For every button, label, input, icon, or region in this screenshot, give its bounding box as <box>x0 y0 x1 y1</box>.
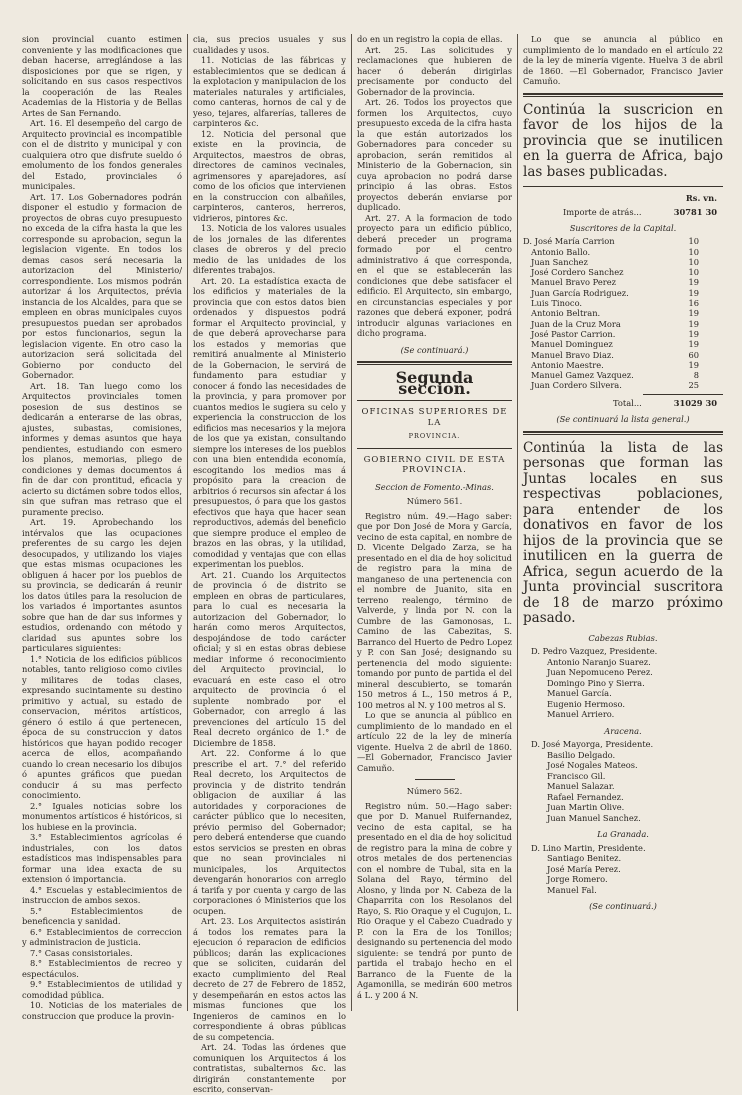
donor-name: Manuel Dominguez <box>531 339 613 350</box>
notice-number: Número 562. <box>406 786 463 796</box>
divider <box>357 448 512 449</box>
member-name: Manuel Salazar. <box>547 781 615 792</box>
paragraph: Registro núm. 49.—Hago saber: que por Don José de Mora y García, vecino de esta capital, en nombre de D. Vicente Delgado Zarza, se ha presentado en el dia de hoy solicitud de registro para la mina de manganeso de una pertenencia con el nombre de Juanito, sita en terreno realengo, término de Valverde, y linda por N. con la Cumbre de las Gamonosas, L. Camino de las Cabezitas, S. Barranco del Huerto de Pedro Lopez y P. con San José; designando su pertenencia del modo siguiente: tomando por punto de partida el del mineral descubierto, se tomarán 150 metros á L., 150 metros á P., 100 metros al N. y 100 metros al S. <box>357 510 512 710</box>
town-heading: La Granada. <box>597 829 649 840</box>
paragraph: 10. Noticias de los materiales de construccion que produce la provin- <box>22 1000 182 1021</box>
donor-row <box>523 247 723 257</box>
paragraph: do en un registro la copia de ellas. <box>357 34 503 44</box>
member-name: Manuel Fal. <box>547 884 597 895</box>
donor-name: Manuel Gamez Vazquez. <box>531 370 634 381</box>
donor-amount: 19 <box>688 359 699 370</box>
donor-name: Juan García Rodriguez. <box>531 287 629 298</box>
donor-amount: 60 <box>688 349 699 360</box>
member-name: Francisco Gil. <box>547 770 606 781</box>
town-heading: Aracena. <box>604 725 642 736</box>
notice-number: Número 561. <box>406 496 463 506</box>
donor-row <box>523 298 723 308</box>
divider <box>523 93 723 97</box>
column-4 <box>523 34 723 1015</box>
headline: Continúa la lista de las personas que forman las Juntas locales en sus respectivas poblaciones, para entender de los donativos en favor de los hijos de la provincia que se inutilicen en la guerra de Africa, segun acuerdo de la Junta provincial suscritora de 18 de marzo próximo pasado. <box>523 439 723 627</box>
member-name: Rafael Fernandez. <box>547 791 624 802</box>
member-name: Juan Martin Olive. <box>547 802 625 813</box>
member-name: José María Perez. <box>547 863 621 874</box>
divider <box>357 361 512 365</box>
paragraph: Art. 25. Las solicitudes y reclamaciones que hubieren de hacer ó deberán dirigirlas precisamente por conducto del Gobernador de la provincia. <box>357 44 512 97</box>
donor-row <box>523 288 723 298</box>
junta-groups <box>523 633 723 896</box>
donor-name: Juan Sanchez <box>531 256 588 267</box>
donor-row <box>523 257 723 267</box>
donor-list <box>523 236 723 390</box>
divider <box>357 400 512 401</box>
column-rule <box>517 34 518 1011</box>
importe-value: 30781 30 <box>673 206 717 217</box>
office-subtitle: PROVINCIA. <box>408 432 461 440</box>
donor-row <box>523 308 723 318</box>
member-name: Basilio Delgado. <box>547 749 616 760</box>
member-name: José Nogales Mateos. <box>547 760 638 771</box>
paragraph: Art. 27. A la formacion de todo proyecto para un edificio público, deberá preceder un programa formado por el centro administrativo á que corresponda, en el que se establecerán las condiciones que debe satisfacer el edificio. El Arquitecto, sin embargo, en circunstancias especiales y por razones que deberá exponer, podrá introducir algunas variaciones en dicho programa. <box>357 212 512 338</box>
divider <box>523 431 723 435</box>
donor-amount: 25 <box>688 380 699 391</box>
divider <box>523 186 723 187</box>
donor-row <box>523 339 723 349</box>
member-list <box>523 739 723 823</box>
currency-header: Rs. vn. <box>685 193 717 203</box>
donor-name: Antonio Beltran. <box>531 308 601 319</box>
continued-note: (Se continuará.) <box>400 344 469 355</box>
member-name: Eugenio Hermoso. <box>547 698 625 709</box>
paragraph: 2.° Iguales noticias sobre los monumentos artísticos é históricos, si los hubiese en la provincia. <box>22 800 182 832</box>
donor-amount: 19 <box>688 328 699 339</box>
member-name: Manuel Arriero. <box>547 709 615 720</box>
member-name: Santiago Benitez. <box>547 853 622 864</box>
office-title: OFICINAS SUPERIORES DE LA <box>361 407 508 428</box>
paragraph: 9.° Establecimientos de utilidad y comodidad pública. <box>22 979 182 1000</box>
column-1 <box>22 34 182 1021</box>
donor-amount: 19 <box>688 277 699 288</box>
member-name: Antonio Naranjo Suarez. <box>547 656 651 667</box>
town-heading: Cabezas Rubias. <box>588 632 658 643</box>
column-rule <box>351 34 352 1011</box>
importe-label: Importe de atrás... <box>563 206 642 217</box>
member-list <box>523 843 723 896</box>
member-name: D. Lino Martin, Presidente. <box>531 842 646 853</box>
paragraph: 8.° Establecimientos de recreo y espectáculos. <box>22 958 182 979</box>
donor-name: D. José María Carrion <box>523 236 615 247</box>
total-row <box>523 398 723 408</box>
donor-amount: 10 <box>688 236 699 247</box>
member-name: Jorge Romero. <box>547 874 608 885</box>
paragraph: 12. Noticia del personal que existe en la provincia, de Arquitectos, maestros de obras, directores de caminos vecinales, agrimensores y aparejadores, así como de los oficios que intervienen en la construccion con albañiles, carpinteros, canteros, herreros, vidrieros, pintores &c. <box>193 128 346 223</box>
continued-note: (Se continuará.) <box>589 901 657 912</box>
donor-name: José Cordero Sanchez <box>531 267 624 278</box>
paragraph: Art. 23. Los Arquitectos asistirán á todos los remates para la ejecucion ó reparacion de edificios públicos; darán las explicaciones que se soliciten, cuidarán del exacto cumplimiento del Real decreto de 27 de Febrero de 1852, y desempeñarán en estos actos las mismas funciones que los Ingenieros de caminos en lo correspondiente á obras públicas de su competencia. <box>193 916 346 1042</box>
paragraph: Art. 20. La estadística exacta de los edificios y materiales de la provincia que con estos datos bien ordenados y dispuestos podrá formar el Arquitecto provincial, y de que deberá aprovecharse para los estados y memorias que remitirá anualmente al Ministerio de la Gobernacion, le servirá de fundamento para estudiar y conocer á fondo las necesidades de la provincia, y para promover por cuantos medios le sugiera su celo y experiencia la construccion de los edificios mas necesarios y la mejora de los que ya existan, consultando siempre los intereses de los pueblos con una bien entendida economía, escogitando los medios mas á propósito para la creacion de arbitrios ó recursos sin afectar á los presupuestos, ó para que los gastos efectivos que haya que hacer sean reproductivos, además del beneficio que siempre produce el empleo de brazos en las obras, y la utilidad, comodidad y ventajas que con ellas experimentan los pueblos. <box>193 275 346 569</box>
donor-row <box>523 350 723 360</box>
donor-row <box>523 380 723 390</box>
donor-row <box>523 267 723 277</box>
paragraph: Art. 17. Los Gobernadores podrán disponer el estudio y formacion de proyectos de obras cuyo presupuesto no exceda de la cifra hasta la que les corresponde su aprobacion, segun la legislacion vigente. En todos los demas casos será necesaria la autorizacion del Ministerio/ correspondiente. Los mismos podrán autorizar á los Arquitectos, prévia instancia de los Alcaldes, para que se empleen en obras municipales cuyos presupuestos puedan ser aprobados por estos funcionarios, segun la legislacion vigente. En otro caso la autorizacion será solicitada del Gobierno por conducto del Gobernador. <box>22 191 182 380</box>
divider <box>643 394 723 395</box>
column-2 <box>193 34 346 1094</box>
member-name: D. José Mayorga, Presidente. <box>531 739 654 750</box>
member-name: Juan Manuel Sanchez. <box>547 812 641 823</box>
importe-row <box>523 207 723 217</box>
paragraph: Art. 24. Todas las órdenes que comuniquen los Arquitectos á los contratistas, subalternos &c. las dirigirán constantemente por escrito, conservan- <box>193 1042 346 1094</box>
paragraph: Registro núm. 50.—Hago saber: que por D. Manuel Ruifernandez, vecino de esta capital, se ha presentado en el dia de hoy solicitud de registro para la mina de cobre y otros metales de dos pertenencias con el nombre de Tubal, sita en la Solana del Rayo, término del Alosno, y linda por N. Cabeza de la Chaparrita con los Resolanos del Rayo, S. Rio Oraque y el Cugujon, L. Rio Oraque y el Cabezo Cuadrado y P. con la Era de los Tonillos; designando su pertenencia del modo siguiente: se tendrá por punto de partida el trabajo hecho en el Barranco de la Fuente de la Agamonilla, se medirán 600 metros á L. y 200 á N. <box>357 800 512 1000</box>
donor-name: Antonio Maestre. <box>531 359 604 370</box>
divider <box>415 779 455 780</box>
donor-amount: 19 <box>688 318 699 329</box>
paragraph: sion provincial cuanto estimen conveniente y las modificaciones que deban hacerse, arreglándose a las disposiciones por que se rigen, y solicitando en sus casos respectivos la cooperación de las Reales Academias de la Historia y de Bellas Artes de San Fernando. <box>22 34 182 118</box>
donor-name: José Pastor Carrion. <box>531 328 616 339</box>
donor-row <box>523 277 723 287</box>
member-name: Domingo Pino y Sierra. <box>547 677 645 688</box>
paragraph: 1.° Noticia de los edificios públicos notables, tanto religioso como civiles y militares de todas clases, expresando sucintamente su destino primitivo y actual, su estado de conservacion, méritos artísticos, género ó estilo á que pertenecen, época de su construccion y datos históricos que hayan podido recoger acerca de ellos, acompañando cuando lo crean necesario los dibujos ó apuntes gráficos que puedan conducir á su mas perfecto conocimiento. <box>22 653 182 800</box>
member-name: Juan Nepomuceno Perez. <box>547 667 653 678</box>
member-list <box>523 646 723 720</box>
donor-name: Manuel Bravo Perez <box>531 277 617 288</box>
paragraph: 13. Noticia de los valores usuales de los jornales de las diferentes clases de obreros y del precio medio de las unidades de los diferentes trabajos. <box>193 223 346 275</box>
paragraph: 11. Noticias de las fábricas y establecimientos que se dedican á la explotacion y manipulacion de los materiales naturales y artificiales, como canteras, hornos de cal y de yeso, tejares, alfarerías, talleres de carpinteros &c. <box>193 55 346 128</box>
paragraph: 7.° Casas consistoriales. <box>30 947 133 958</box>
paragraph: Art. 26. Todos los proyectos que formen los Arquitectos, cuyo presupuesto exceda de la cifra hasta la que están autorizados los Gobernadores para conceder su aprobacion, serán remitidos al Ministerio de la Gobernacion, sin cuya aprobacion no podrá darse principio á las obras. Estos proyectos deberán enviarse por duplicado. <box>357 97 512 212</box>
donor-name: Antonio Ballo. <box>531 246 591 257</box>
donor-amount: 19 <box>688 287 699 298</box>
paragraph: 3.° Establecimientos agrícolas é industriales, con los datos estadísticos mas indispensables para formar una idea exacta de su extension ó importancia. <box>22 832 182 884</box>
section-title: Segunda seccion. <box>395 368 474 398</box>
donor-row <box>523 360 723 370</box>
donor-amount: 19 <box>688 339 699 350</box>
headline: Continúa la suscricion en favor de los hijos de la provincia que se inutilicen en la guerra de Africa, bajo las bases publicadas. <box>523 101 723 180</box>
paragraph: Lo que se anuncia al público en cumplimiento de lo mandado en el artículo 22 de la ley de minería vigente. Huelva 3 de abril de 1860. —El Gobernador, Francisco Javier Camuño. <box>523 34 723 86</box>
donor-amount: 16 <box>688 298 699 309</box>
section-subtitle: Seccion de Fomento.-Minas. <box>375 481 494 492</box>
paragraph: Art. 18. Tan luego como los Arquitectos provinciales tomen posesion de sus destinos se dedicarán a enterarse de las obras, ajustes, subastas, comisiones, informes y demas asuntos que haya pendientes, estudiando con esmero los planos, memorias, pliego de condiciones y demas documentos á fin de dar con prontitud, eficacia y acierto su dictámen sobre todos ellos, sin que sufran mas retraso que el puramente preciso. <box>22 380 182 517</box>
paragraph: Art. 22. Conforme á lo que prescribe el art. 7.° del referido Real decreto, los Arquitectos de provincia y de distrito tendrán obligacion de auxiliar á las autoridades y corporaciones de carácter público que lo necesiten, prévio permiso del Gobernador; pero deberá entenderse que cuando estos servicios se presten en obras que no sean provinciales ni municipales, los Arquitectos devengarán honorarios con arreglo á tarifa y por cuenta y cargo de las corporaciones ó Ministerios que los ocupen. <box>193 748 346 916</box>
donor-amount: 8 <box>693 370 699 381</box>
subscribers-heading: Suscritores de la Capital. <box>569 222 677 233</box>
paragraph: cia, sus precios usuales y sus cualidades y usos. <box>193 34 346 55</box>
donor-row <box>523 236 723 246</box>
donor-amount: 19 <box>688 308 699 319</box>
donor-row <box>523 329 723 339</box>
government-title: GOBIERNO CIVIL DE ESTA PROVINCIA. <box>363 454 506 475</box>
paragraph: Art. 19. Aprobechando los intérvalos que las ocupaciones preferentes de su cargo les dejen desocupados, y utilizando los viajes que estas mismas ocupaciones les obliguen á hacer por los pueblos de su provincia, se dedicarán á reunir los datos útiles para la resolucion de los variados é importantes asuntos sobre que han de dar sus informes y estudios, ordenando con método y claridad sus apuntes sobre los particulares siguientes: <box>22 517 182 653</box>
donor-name: Juan de la Cruz Mora <box>531 318 621 329</box>
donor-amount: 10 <box>688 246 699 257</box>
donor-amount: 10 <box>688 267 699 278</box>
paragraph: 5.° Establecimientos de beneficencia y sanidad. <box>22 905 182 926</box>
member-name: D. Pedro Vazquez, Presidente. <box>531 646 658 657</box>
column-rule <box>187 34 188 1011</box>
paragraph: 4.° Escuelas y establecimientos de instruccion de ambos sexos. <box>22 884 182 905</box>
paragraph: Lo que se anuncia al público en cumplimiento de lo mandado en el artículo 22 de la ley de minería vigente. Huelva 2 de abril de 1860.—El Gobernador, Francisco Javier Camuño. <box>357 710 512 773</box>
paragraph: Art. 21. Cuando los Arquitectos de provincia ó de distrito se empleen en obras de particulares, para lo cual es necesaria la autorizacion del Gobernador, lo harán como meros Arquitectos, despojándose de todo carácter oficial; y si en estas obras debiese mediar informe ó reconocimiento del Arquitecto provincial, lo evacuará en este caso el otro arquitecto de provincia ó el suplente nombrado por el Gobernador, con arreglo á las prevenciones del artículo 15 del Real decreto orgánico de 1.° de Diciembre de 1858. <box>193 569 346 748</box>
continued-note: (Se continuará la lista general.) <box>556 414 690 425</box>
donor-row <box>523 370 723 380</box>
donor-name: Juan Cordero Silvera. <box>531 380 622 391</box>
member-name: Manuel García. <box>547 688 612 699</box>
donor-row <box>523 319 723 329</box>
donor-name: Manuel Bravo Diaz. <box>531 349 614 360</box>
column-3 <box>357 34 512 1015</box>
paragraph: 6.° Establecimientos de correccion y administracion de justicia. <box>22 926 182 947</box>
donor-amount: 10 <box>688 256 699 267</box>
paragraph: Art. 16. El desempeño del cargo de Arquitecto provincial es incompatible con el de distrito y municipal y con cualquiera otro que disfrute sueldo ó emolumento de los fondos generales del Estado, provinciales ó municipales. <box>22 118 182 191</box>
total-value: 31029 30 <box>673 397 717 408</box>
donor-name: Luis Tinoco. <box>531 298 583 309</box>
total-label: Total... <box>613 397 642 408</box>
